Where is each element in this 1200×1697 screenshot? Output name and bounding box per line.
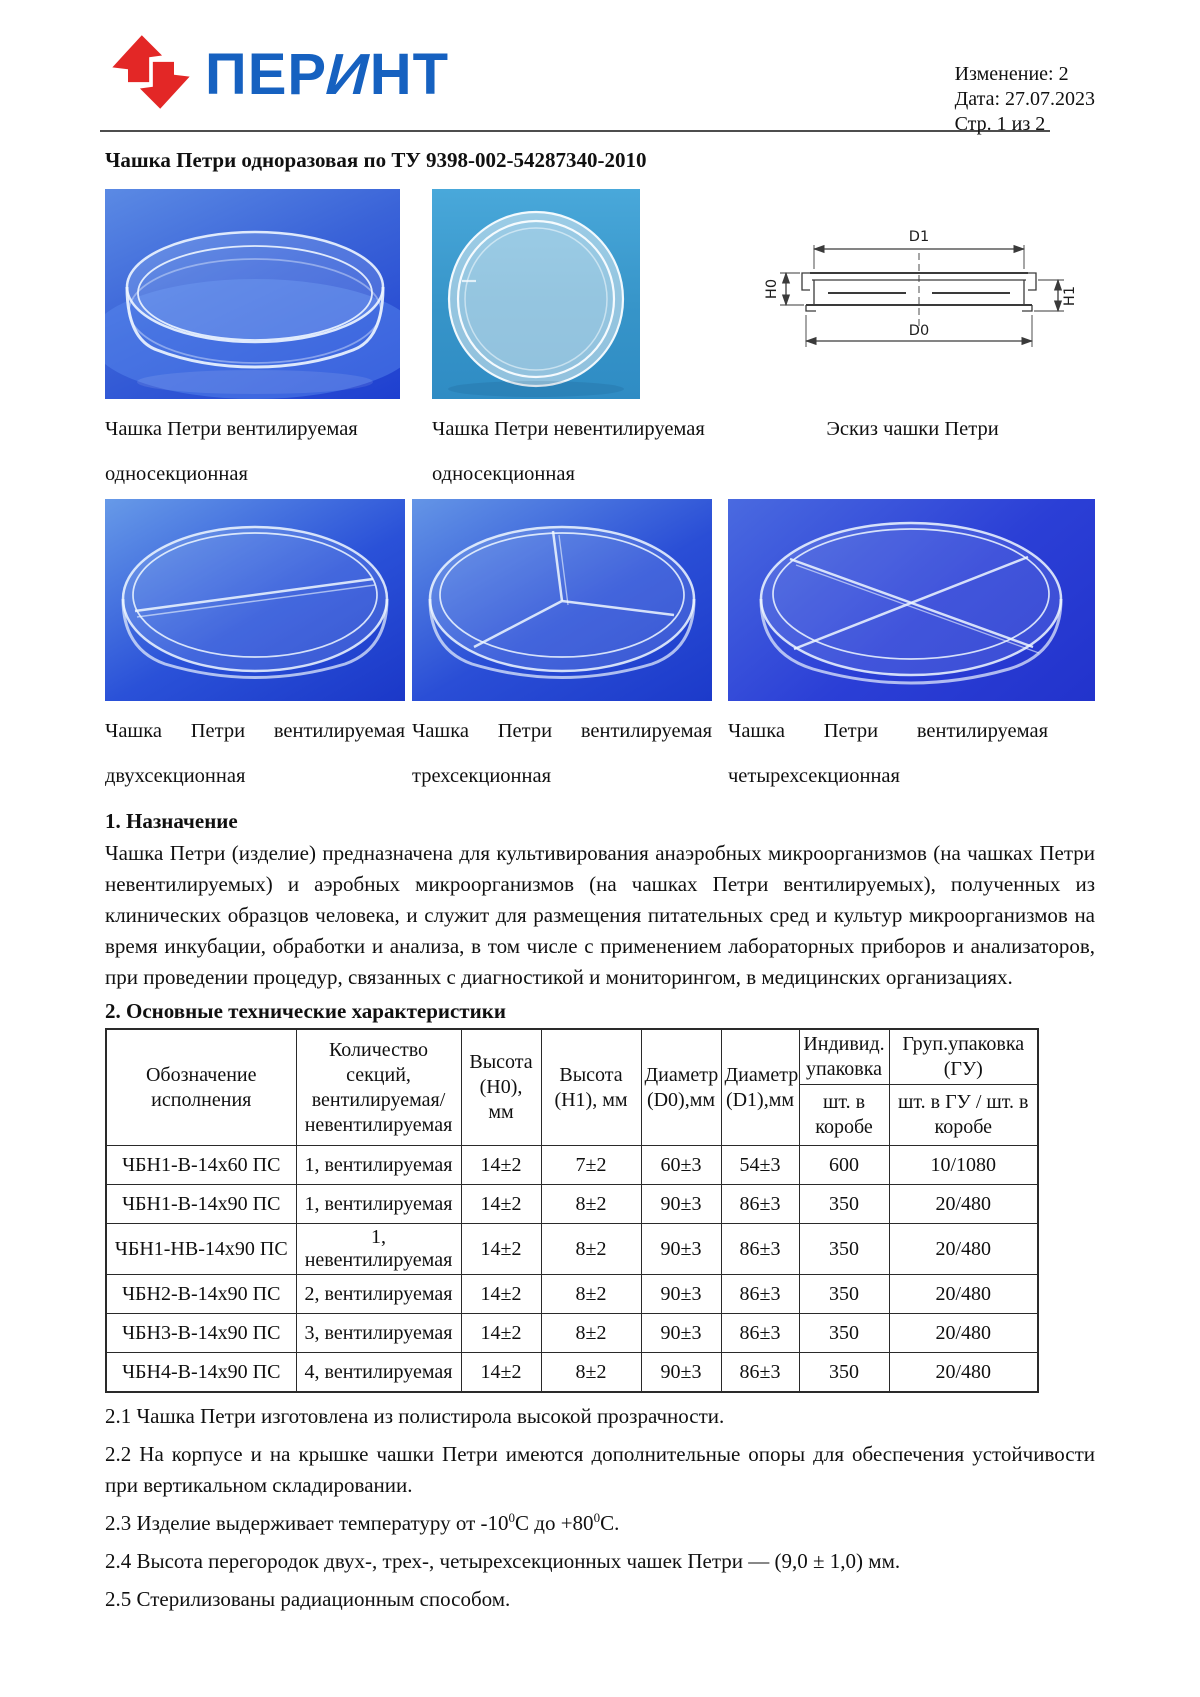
table-cell: 90±3 [641,1275,721,1314]
photo-petri-3section [412,499,712,701]
table-cell: 14±2 [461,1224,541,1275]
table-cell: 8±2 [541,1275,641,1314]
caption-3section: Чашка Петри вентилируемая трехсекционная [412,720,712,787]
table-cell: ЧБН2-В-14х90 ПС [106,1275,296,1314]
table-cell: 86±3 [721,1275,799,1314]
perint-logo [105,30,449,119]
spec-table-header [106,1029,1038,1146]
table-cell: 8±2 [541,1314,641,1353]
table-cell: 3, вентилируемая [296,1314,461,1353]
table-cell: 350 [799,1275,889,1314]
table-cell: 350 [799,1185,889,1224]
caption-4section: Чашка Петри вентилируемая четырехсекционная [728,720,1048,787]
table-row [106,1224,1038,1275]
table-cell: 54±3 [721,1146,799,1185]
col-header-h1: Высота (H1), мм [541,1029,641,1146]
table-cell: 4, вентилируемая [296,1353,461,1393]
photo-petri-unvented-1section [432,189,640,399]
table-cell: 20/480 [889,1224,1038,1275]
notes-list [105,1401,1095,1615]
note-item: 2.1 Чашка Петри изготовлена из полистирола высокой прозрачности. [105,1404,725,1428]
table-row [106,1353,1038,1393]
table-cell: 350 [799,1353,889,1393]
table-cell: 14±2 [461,1314,541,1353]
table-cell: 90±3 [641,1185,721,1224]
table-cell: 2, вентилируемая [296,1275,461,1314]
col-header-designation: Обозначение исполнения [106,1029,296,1146]
table-cell: ЧБН1-В-14х60 ПС [106,1146,296,1185]
caption-2section: Чашка Петри вентилируемая двухсекционная [105,720,405,787]
table-cell: 1, вентилируемая [296,1185,461,1224]
dim-label-h1: H1 [1062,285,1078,307]
table-cell: 14±2 [461,1275,541,1314]
table-cell: 1, вентилируемая [296,1146,461,1185]
col-header-d1: Диаметр (D1),мм [721,1029,799,1146]
table-cell: ЧБН3-В-14х90 ПС [106,1314,296,1353]
spec-table [105,1028,1039,1393]
page-header [105,26,1095,135]
photo-petri-2section [105,499,405,701]
section2-heading: 2. Основные технические характеристики [105,999,506,1023]
table-cell: 86±3 [721,1224,799,1275]
dim-label-d1: D1 [908,229,930,245]
table-cell: ЧБН4-В-14х90 ПС [106,1353,296,1393]
logo-wordmark: ПЕРИНТ [205,41,450,107]
note-item: 2.2 На корпусе и на крышке чашки Петри имеются дополнительные опоры для обеспечения устойчивости при вертикальном складировании. [105,1442,1095,1497]
table-cell: 90±3 [641,1224,721,1275]
spec-table-body [106,1146,1038,1393]
table-cell: 600 [799,1146,889,1185]
table-cell: 8±2 [541,1185,641,1224]
table-cell: 14±2 [461,1146,541,1185]
col-header-sections: Количество секций, вентилируемая/ невентилируемая [296,1029,461,1146]
table-cell: 8±2 [541,1353,641,1393]
dim-label-d0: D0 [908,323,930,339]
table-cell: 8±2 [541,1224,641,1275]
document-title: Чашка Петри одноразовая по ТУ 9398-002-54287340-2010 [105,148,647,172]
table-cell: 14±2 [461,1353,541,1393]
revision-line: Изменение: 2 [954,63,1069,85]
table-cell: 20/480 [889,1185,1038,1224]
col-header-h0: Высота (H0), мм [461,1029,541,1146]
note-item: 2.5 Стерилизованы радиационным способом. [105,1587,511,1611]
table-cell: 350 [799,1314,889,1353]
table-row [106,1314,1038,1353]
note-item: 2.4 Высота перегородок двух-, трех-, четырехсекционных чашек Петри — (9,0 ± 1,0) мм. [105,1549,901,1573]
note-item: 2.3 Изделие выдерживает температуру от $-10^0С$ до $+80^0С$. [105,1510,620,1535]
table-cell: 86±3 [721,1314,799,1353]
table-cell: 10/1080 [889,1146,1038,1185]
date-line: Дата: 27.07.2023 [954,88,1095,110]
figure-row-1 [105,189,1095,497]
table-cell: 86±3 [721,1353,799,1393]
photo-petri-4section [728,499,1095,701]
page-number-line: Стр. 1 из 2 [954,113,1046,135]
table-cell: 90±3 [641,1353,721,1393]
col-header-group-pack: Груп.упаковка (ГУ) [889,1029,1038,1085]
caption-vented-1section: Чашка Петри вентилируемая односекционная [105,418,358,485]
table-cell: 350 [799,1224,889,1275]
table-cell: 20/480 [889,1353,1038,1393]
col-header-d0: Диаметр (D0),мм [641,1029,721,1146]
table-cell: 7±2 [541,1146,641,1185]
table-row [106,1275,1038,1314]
revision-block [955,26,1095,137]
table-cell: 86±3 [721,1185,799,1224]
section1-body: Чашка Петри (изделие) предназначена для культивирования анаэробных микроорганизмов (на чашках Петри невентилируемых) и аэробных микроорганизмов (на чашках Петри вентилируемых), полученных из клинических образцов человека, и служит для размещения питательных сред и культур микроорганизмов на время инкубации, обработки и анализа, в том числе с применением лабораторных приборов и анализаторов, при проведении процедур, связанных с диагностикой и мониторингом, в медицинских организациях. [105,841,1095,989]
table-cell: 20/480 [889,1275,1038,1314]
col-subheader-pcs-box: шт. в коробе [799,1085,889,1146]
table-cell: 90±3 [641,1314,721,1353]
perint-logo-icon [105,30,197,119]
table-cell: ЧБН1-В-14х90 ПС [106,1185,296,1224]
section1-heading: 1. Назначение [105,809,238,833]
petri-sketch [730,189,1095,399]
header-divider [100,130,1050,132]
col-header-indiv-pack: Индивид. упаковка [799,1029,889,1085]
table-row [106,1185,1038,1224]
table-row [106,1146,1038,1185]
caption-unvented-1section: Чашка Петри невентилируемая односекционная [432,418,705,485]
table-cell: 1, невентилируемая [296,1224,461,1275]
table-cell: 60±3 [641,1146,721,1185]
figure-row-2 [105,499,1095,799]
table-cell: 14±2 [461,1185,541,1224]
col-subheader-pcs-gu: шт. в ГУ / шт. в коробе [889,1085,1038,1146]
caption-sketch: Эскиз чашки Петри [826,418,999,440]
photo-petri-vented-1section [105,189,400,399]
table-cell: ЧБН1-НВ-14х90 ПС [106,1224,296,1275]
dim-label-h0: H0 [764,278,780,300]
table-cell: 20/480 [889,1314,1038,1353]
